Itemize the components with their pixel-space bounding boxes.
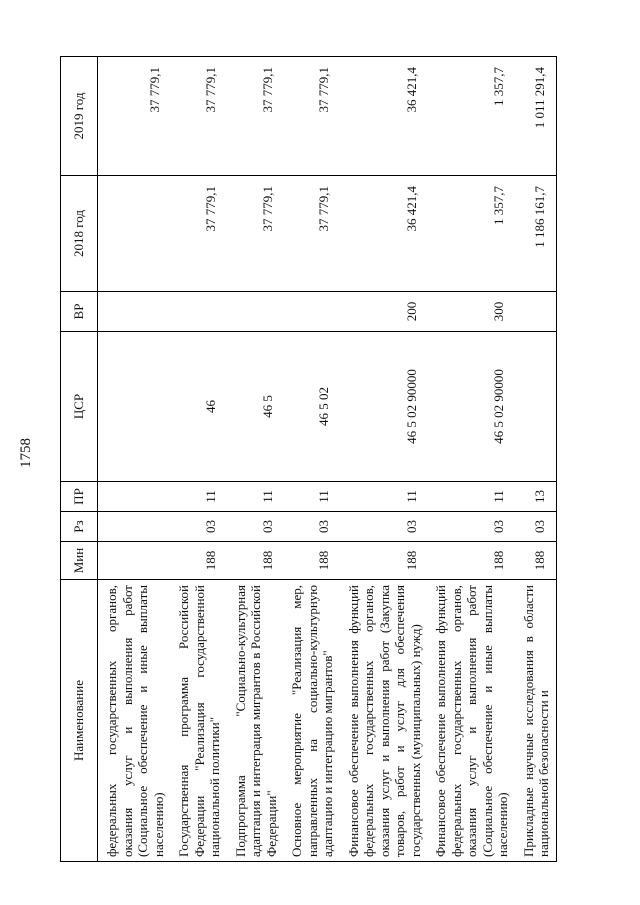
cell-name: федеральных государственных органов, оказания услуг и выполнения работ (Социальное обеспечение и иные выплаты населению) <box>98 580 171 862</box>
cell-rz: 03 <box>427 512 515 542</box>
table-row <box>515 57 557 862</box>
cell-csr: 46 5 <box>227 332 284 482</box>
cell-y2018: 37 779,1 <box>283 176 340 292</box>
cell-rz <box>98 512 171 542</box>
table-row <box>340 57 428 862</box>
cell-y2018: 1 186 161,7 <box>515 176 557 292</box>
cell-vr <box>283 292 340 332</box>
header-2019: 2019 год <box>61 57 98 176</box>
cell-vr <box>170 292 227 332</box>
cell-rz: 03 <box>340 512 428 542</box>
table-row <box>98 57 171 862</box>
header-csr: ЦСР <box>61 332 98 482</box>
cell-min <box>98 542 171 580</box>
cell-name: Государственная программа Российской Федерации "Реализация государственной национальной политики" <box>170 580 227 862</box>
header-row <box>61 57 98 862</box>
cell-pr: 11 <box>340 482 428 512</box>
header-vr: ВР <box>61 292 98 332</box>
cell-name: Подпрограмма "Социально-культурная адаптация и интеграция мигрантов в Российской Федерации" <box>227 580 284 862</box>
cell-y2019: 36 421,4 <box>340 57 428 176</box>
cell-vr: 200 <box>340 292 428 332</box>
cell-y2019: 37 779,1 <box>98 57 171 176</box>
header-2018: 2018 год <box>61 176 98 292</box>
cell-csr: 46 5 02 <box>283 332 340 482</box>
cell-vr <box>227 292 284 332</box>
cell-csr: 46 5 02 90000 <box>340 332 428 482</box>
header-min: Мин <box>61 542 98 580</box>
cell-pr: 13 <box>515 482 557 512</box>
table-row <box>227 57 284 862</box>
cell-y2019: 1 357,7 <box>427 57 515 176</box>
cell-vr: 300 <box>427 292 515 332</box>
cell-pr: 11 <box>427 482 515 512</box>
cell-min: 188 <box>427 542 515 580</box>
cell-pr: 11 <box>170 482 227 512</box>
table-row <box>427 57 515 862</box>
cell-min: 188 <box>283 542 340 580</box>
cell-y2018: 37 779,1 <box>227 176 284 292</box>
header-name: Наименование <box>61 580 98 862</box>
cell-rz: 03 <box>227 512 284 542</box>
cell-y2018 <box>98 176 171 292</box>
cell-name: Финансовое обеспечение выполнения функций федеральных государственных органов, оказания услуг и выполнения работ (Социальное обеспечение и иные выплаты населению) <box>427 580 515 862</box>
cell-y2019: 37 779,1 <box>170 57 227 176</box>
cell-pr: 11 <box>283 482 340 512</box>
cell-rz: 03 <box>283 512 340 542</box>
budget-table <box>60 56 557 862</box>
cell-vr <box>515 292 557 332</box>
cell-y2019: 1 011 291,4 <box>515 57 557 176</box>
cell-min: 188 <box>227 542 284 580</box>
cell-y2018: 37 779,1 <box>170 176 227 292</box>
cell-csr <box>515 332 557 482</box>
cell-min: 188 <box>170 542 227 580</box>
cell-csr: 46 5 02 90000 <box>427 332 515 482</box>
cell-name: Прикладные научные исследования в области национальной безопасности и <box>515 580 557 862</box>
cell-y2019: 37 779,1 <box>283 57 340 176</box>
cell-name: Финансовое обеспечение выполнения функций федеральных государственных органов, оказания услуг и выполнения работ (Закупка товаров, работ и услуг для обеспечения государственных (муниципальных) нужд) <box>340 580 428 862</box>
header-pr: ПР <box>61 482 98 512</box>
table-body <box>98 57 557 862</box>
cell-csr <box>98 332 171 482</box>
cell-min: 188 <box>515 542 557 580</box>
cell-rz: 03 <box>515 512 557 542</box>
budget-table-rotated <box>60 57 579 862</box>
table-row <box>283 57 340 862</box>
cell-y2018: 36 421,4 <box>340 176 428 292</box>
cell-y2019: 37 779,1 <box>227 57 284 176</box>
cell-pr: 11 <box>227 482 284 512</box>
cell-csr: 46 <box>170 332 227 482</box>
header-rz: Рз <box>61 512 98 542</box>
cell-min: 188 <box>340 542 428 580</box>
cell-y2018: 1 357,7 <box>427 176 515 292</box>
cell-rz: 03 <box>170 512 227 542</box>
cell-pr <box>98 482 171 512</box>
cell-vr <box>98 292 171 332</box>
cell-name: Основное мероприятие "Реализация мер, направленных на социально-культурную адаптацию и интеграцию мигрантов" <box>283 580 340 862</box>
table-row <box>170 57 227 862</box>
page-number: 1758 <box>18 438 34 468</box>
